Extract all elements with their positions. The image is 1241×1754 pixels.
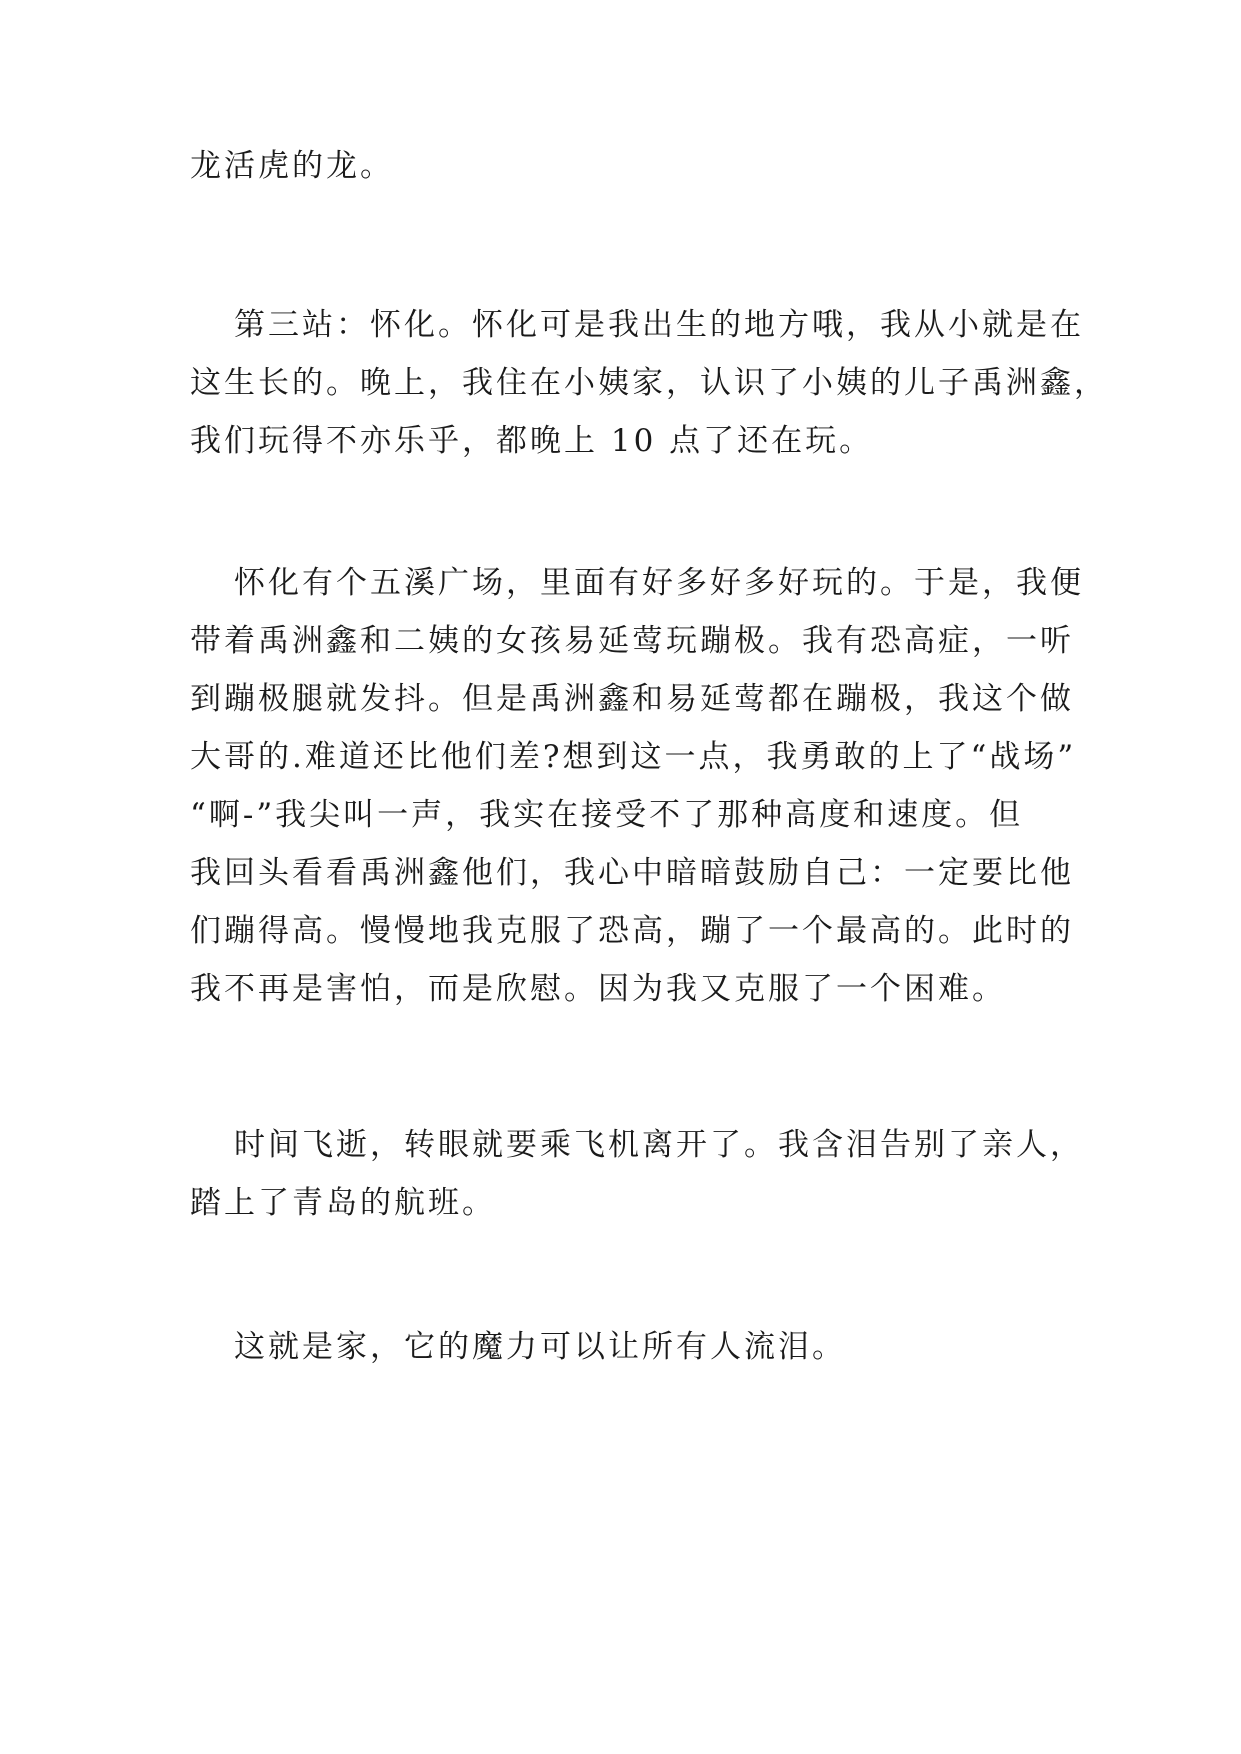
text-line: 我不再是害怕，而是欣慰。因为我又克服了一个困难。 — [190, 971, 1006, 1007]
text-line: 时间飞逝，转眼就要乘飞机离开了。我含泪告别了亲人， — [234, 1127, 1084, 1163]
text-line: 们蹦得高。慢慢地我克服了恐高，蹦了一个最高的。此时的 — [190, 913, 1074, 949]
text-line: 我们玩得不亦乐乎，都晚上 10 点了还在玩。 — [190, 423, 874, 459]
text-line: “啊-”我尖叫一声，我实在接受不了那种高度和速度。但 — [190, 797, 1024, 833]
text-line: 大哥的.难道还比他们差?想到这一点，我勇敢的上了“战场” — [190, 739, 1077, 775]
text-line: 我回头看看禹洲鑫他们，我心中暗暗鼓励自己：一定要比他 — [190, 855, 1074, 891]
paragraph-departure — [190, 1116, 1084, 1232]
text-line: 这就是家，它的魔力可以让所有人流泪。 — [234, 1329, 846, 1365]
paragraph-continuation — [190, 137, 1070, 195]
paragraph-wuxi-square — [190, 554, 1084, 1018]
text-line: 第三站：怀化。怀化可是我出生的地方哦，我从小就是在 — [234, 307, 1084, 343]
text-line: 踏上了青岛的航班。 — [190, 1185, 496, 1221]
text-line: 到蹦极腿就发抖。但是禹洲鑫和易延莺都在蹦极，我这个做 — [190, 681, 1074, 717]
text-line: 龙活虎的龙。 — [190, 148, 394, 184]
paragraph-third-stop — [190, 296, 1108, 470]
text-line: 怀化有个五溪广场，里面有好多好多好玩的。于是，我便 — [234, 565, 1084, 601]
text-line: 带着禹洲鑫和二姨的女孩易延莺玩蹦极。我有恐高症，一听 — [190, 623, 1074, 659]
text-line: 这生长的。晚上，我住在小姨家，认识了小姨的儿子禹洲鑫， — [190, 365, 1108, 401]
paragraph-conclusion — [190, 1318, 1070, 1376]
